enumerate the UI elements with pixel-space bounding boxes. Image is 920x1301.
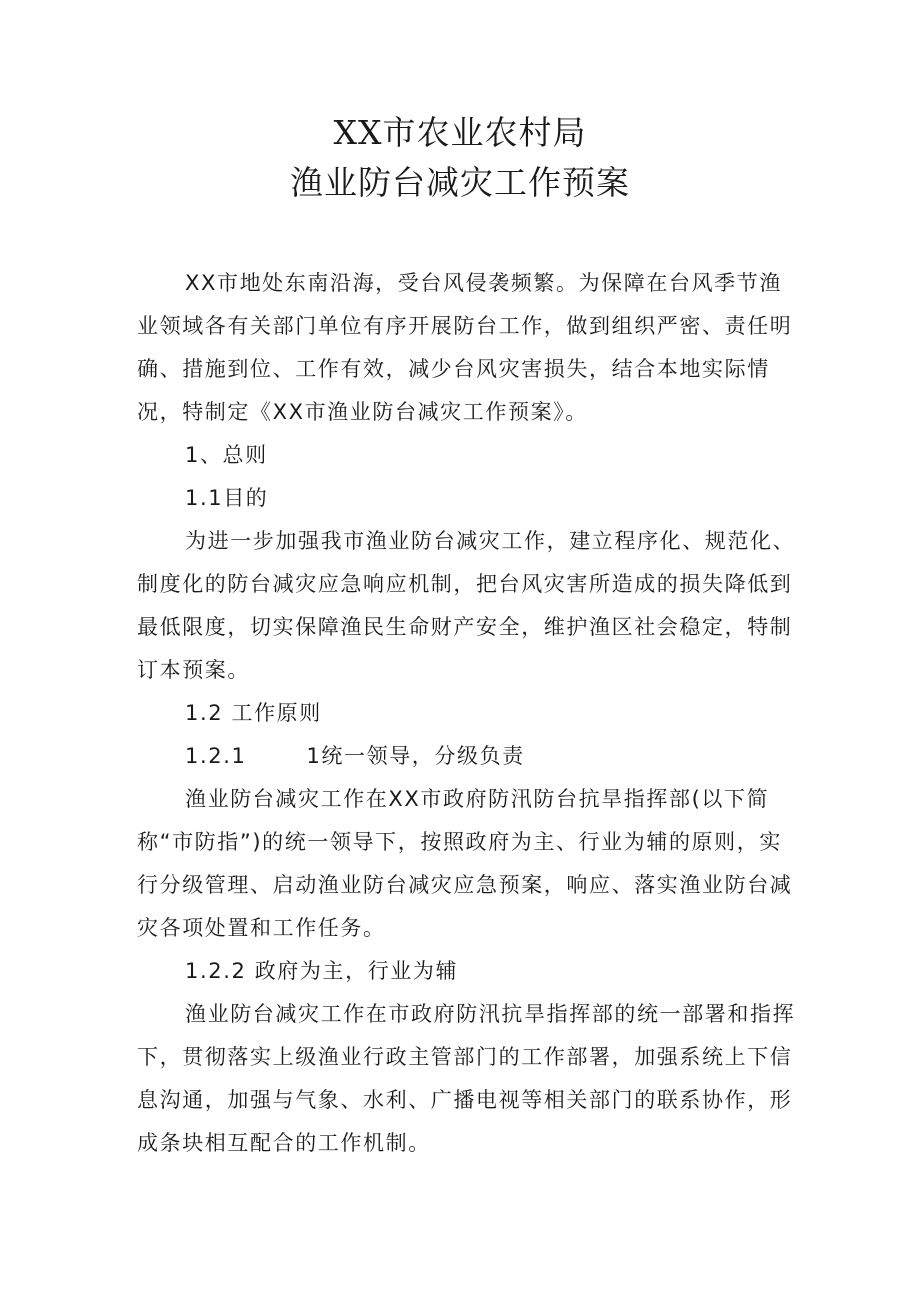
section-1-heading: 1、总则 — [185, 443, 268, 467]
intro-paragraph: XX市地处东南沿海，受台风侵袭频繁。为保障在台风季节渔业领域各有关部门单位有序开展防台工作，做到组织严密、责任明确、措施到位、工作有效，减少台风灾害损失，结合本地实际情况，特制定《XX市渔业防台减灾工作预案》。 — [137, 271, 793, 424]
section-1-2-heading: 1.2 工作原则 — [185, 701, 322, 725]
section-1-1-paragraph: 为进一步加强我市渔业防台减灾工作，建立程序化、规范化、制度化的防台减灾应急响应机制，把台风灾害所造成的损失降低到最低限度，切实保障渔民生命财产安全，维护渔区社会稳定，特制订本预案。 — [137, 529, 796, 682]
section-1-2-1-number: 1.2.1 — [185, 744, 247, 768]
document-title-line1: XX市农业农村局 — [333, 113, 587, 152]
section-1-2-2-heading: 1.2.2 政府为主，行业为辅 — [185, 959, 459, 983]
section-1-2-1-title: 1统一领导，分级负责 — [306, 744, 525, 768]
section-1-1-heading: 1.1目的 — [185, 486, 269, 510]
document-body — [137, 262, 797, 1165]
section-1-2-1-paragraph: 渔业防台减灾工作在XX市政府防汛防台抗旱指挥部(以下简称“市防指”)的统一领导下，按照政府为主、行业为辅的原则，实行分级管理、启动渔业防台减灾应急预案，响应、落实渔业防台减灾各项处置和工作任务。 — [137, 787, 793, 940]
section-1-2-1-heading — [137, 735, 797, 778]
document-title-line2: 渔业防台减灾工作预案 — [290, 163, 630, 202]
section-1-2-2-paragraph: 渔业防台减灾工作在市政府防汛抗旱指挥部的统一部署和指挥下，贯彻落实上级渔业行政主管部门的工作部署，加强系统上下信息沟通，加强与气象、水利、广播电视等相关部门的联系协作，形成条块相互配合的工作机制。 — [137, 1002, 796, 1155]
